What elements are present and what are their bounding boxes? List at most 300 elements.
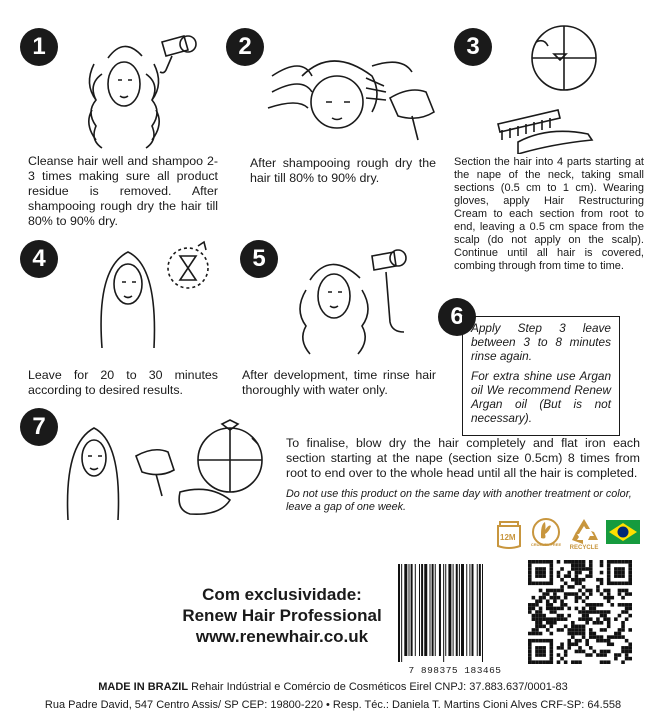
qr-module — [528, 653, 532, 657]
qr-module — [542, 560, 546, 564]
qr-module — [546, 589, 550, 593]
wait-illustration — [84, 238, 214, 358]
qr-module — [553, 621, 557, 625]
qr-module — [571, 578, 575, 582]
qr-module — [571, 592, 575, 596]
qr-module — [542, 614, 546, 618]
qr-module — [585, 610, 589, 614]
qr-module — [593, 603, 597, 607]
qr-module — [600, 639, 604, 643]
qr-module — [585, 567, 589, 571]
section-apply-illustration — [488, 14, 608, 154]
qr-module — [607, 599, 611, 603]
qr-module — [542, 617, 546, 621]
barcode-bar — [445, 564, 446, 656]
qr-module — [596, 585, 600, 589]
qr-module — [535, 621, 539, 625]
qr-module — [535, 560, 539, 564]
qr-module — [546, 603, 550, 607]
qr-module — [567, 632, 571, 636]
qr-module — [539, 639, 543, 643]
qr-module — [550, 596, 554, 600]
qr-module — [600, 571, 604, 575]
flat-iron-illustration — [60, 412, 280, 524]
qr-module — [550, 646, 554, 650]
qr-module — [607, 639, 611, 643]
qr-module — [607, 574, 611, 578]
qr-module — [550, 621, 554, 625]
qr-module — [589, 564, 593, 568]
step-7-text: To finalise, blow dry the hair completely and flat iron each section starting at the nape (section size 0.5cm) 8 times from root to end over to the whole head until all the hair is completed. — [286, 436, 640, 480]
qr-module — [600, 614, 604, 618]
qr-module — [589, 635, 593, 639]
qr-module — [593, 650, 597, 654]
qr-module — [589, 610, 593, 614]
qr-module — [571, 621, 575, 625]
qr-module — [571, 585, 575, 589]
qr-module — [571, 660, 575, 664]
qr-module — [593, 635, 597, 639]
qr-module — [550, 632, 554, 636]
qr-module — [539, 574, 543, 578]
qr-module — [560, 646, 564, 650]
qr-module — [550, 567, 554, 571]
qr-module — [567, 607, 571, 611]
qr-module — [539, 607, 543, 611]
qr-module — [575, 625, 579, 629]
qr-module — [539, 625, 543, 629]
qr-module — [550, 571, 554, 575]
qr-module — [575, 660, 579, 664]
qr-module — [567, 560, 571, 564]
qr-module — [564, 617, 568, 621]
qr-module — [607, 560, 611, 564]
qr-module — [600, 560, 604, 564]
qr-module — [585, 596, 589, 600]
qr-module — [542, 596, 546, 600]
qr-module — [532, 560, 536, 564]
step-1-text: Cleanse hair well and shampoo 2-3 times making sure all product residue is removed. After shampooing rough dry the hair till 80% to 90% dry. — [28, 154, 218, 228]
qr-module — [582, 650, 586, 654]
barcode-bar — [448, 564, 451, 656]
qr-module — [578, 567, 582, 571]
qr-module — [535, 617, 539, 621]
shampoo-illustration — [72, 14, 202, 154]
qr-module — [607, 582, 611, 586]
step-6-box — [462, 316, 620, 436]
qr-module — [596, 589, 600, 593]
qr-module — [528, 564, 532, 568]
qr-module — [603, 628, 607, 632]
barcode-bar — [466, 564, 467, 656]
barcode-bar — [479, 564, 481, 656]
qr-module — [560, 642, 564, 646]
qr-module — [532, 607, 536, 611]
qr-module — [603, 650, 607, 654]
barcode-bar — [421, 564, 423, 656]
qr-module — [621, 660, 625, 664]
qr-module — [585, 639, 589, 643]
qr-module — [535, 610, 539, 614]
qr-module — [585, 617, 589, 621]
qr-module — [535, 603, 539, 607]
qr-module — [542, 592, 546, 596]
qr-module — [610, 596, 614, 600]
qr-module — [625, 560, 629, 564]
qr-module — [585, 589, 589, 593]
qr-module — [614, 632, 618, 636]
qr-module — [550, 578, 554, 582]
qr-module — [582, 614, 586, 618]
qr-module — [621, 567, 625, 571]
qr-module — [546, 560, 550, 564]
qr-module — [589, 560, 593, 564]
barcode-bar — [435, 564, 436, 656]
qr-module — [560, 567, 564, 571]
step-6-badge: 6 — [438, 298, 476, 336]
qr-module — [539, 599, 543, 603]
qr-module — [560, 628, 564, 632]
brazil-flag-icon — [606, 520, 640, 544]
step-4-badge: 4 — [20, 240, 58, 278]
qr-module — [628, 582, 632, 586]
qr-module — [546, 607, 550, 611]
qr-module — [618, 653, 622, 657]
qr-module — [607, 617, 611, 621]
qr-module — [535, 660, 539, 664]
qr-module — [589, 603, 593, 607]
qr-module — [593, 621, 597, 625]
qr-module — [596, 578, 600, 582]
qr-module — [535, 614, 539, 618]
qr-module — [535, 625, 539, 629]
qr-module — [542, 653, 546, 657]
qr-module — [528, 632, 532, 636]
qr-module — [546, 582, 550, 586]
qr-module — [625, 603, 629, 607]
qr-module — [539, 560, 543, 564]
qr-module — [532, 632, 536, 636]
qr-module — [614, 571, 618, 575]
qr-module — [582, 625, 586, 629]
qr-module — [603, 639, 607, 643]
qr-module — [553, 589, 557, 593]
qr-module — [607, 592, 611, 596]
qr-module — [589, 567, 593, 571]
qr-module — [589, 628, 593, 632]
qr-module — [550, 574, 554, 578]
pao-label: 12M — [500, 533, 516, 542]
qr-module — [557, 607, 561, 611]
qr-module — [614, 560, 618, 564]
qr-module — [553, 610, 557, 614]
qr-module — [618, 635, 622, 639]
qr-module — [560, 585, 564, 589]
company-line-2: Renew Hair Professional — [182, 606, 382, 625]
qr-module — [557, 617, 561, 621]
qr-module — [535, 582, 539, 586]
qr-module — [589, 646, 593, 650]
qr-module — [628, 560, 632, 564]
qr-module — [593, 610, 597, 614]
qr-module — [557, 560, 561, 564]
barcode-number: 7 898375 183465 — [408, 665, 502, 676]
qr-module — [582, 617, 586, 621]
qr-module — [621, 646, 625, 650]
footer-line-1 — [0, 681, 666, 693]
qr-module — [625, 653, 629, 657]
qr-module — [578, 571, 582, 575]
company-website: www.renewhair.co.uk — [195, 627, 369, 646]
qr-code — [528, 560, 632, 664]
qr-module — [628, 578, 632, 582]
qr-module — [532, 596, 536, 600]
qr-module — [560, 589, 564, 593]
qr-module — [585, 614, 589, 618]
qr-module — [557, 574, 561, 578]
barcode-bar — [430, 564, 431, 656]
qr-module — [571, 560, 575, 564]
footer-line-2: Rua Padre David, 547 Centro Assis/ SP CEP: 19800-220 • Resp. Téc.: Daniela T. Martins Cioni Alves CRF-SP: 64.558 — [44, 699, 622, 711]
qr-module — [600, 578, 604, 582]
qr-module — [589, 592, 593, 596]
barcode-bar — [439, 564, 441, 656]
qr-module — [603, 589, 607, 593]
qr-module — [546, 617, 550, 621]
qr-module — [603, 614, 607, 618]
qr-module — [567, 639, 571, 643]
qr-module — [607, 596, 611, 600]
qr-module — [628, 603, 632, 607]
qr-module — [560, 617, 564, 621]
qr-module — [557, 614, 561, 618]
qr-module — [546, 660, 550, 664]
barcode-bar — [415, 564, 416, 656]
qr-module — [610, 635, 614, 639]
qr-module — [575, 564, 579, 568]
step-5-badge: 5 — [240, 240, 278, 278]
qr-module — [575, 607, 579, 611]
qr-module — [557, 628, 561, 632]
qr-module — [621, 610, 625, 614]
barcode-bar — [456, 564, 458, 656]
barcode — [396, 564, 514, 674]
qr-module — [610, 642, 614, 646]
barcode-bar — [411, 564, 413, 656]
qr-module — [589, 617, 593, 621]
qr-module — [610, 560, 614, 564]
qr-module — [578, 660, 582, 664]
qr-module — [535, 571, 539, 575]
qr-module — [628, 650, 632, 654]
qr-module — [528, 610, 532, 614]
qr-module — [625, 657, 629, 661]
qr-module — [564, 653, 568, 657]
qr-module — [628, 646, 632, 650]
qr-module — [625, 650, 629, 654]
qr-module — [575, 599, 579, 603]
cruelty-free-icon — [530, 516, 562, 550]
barcode-bar — [469, 564, 470, 656]
qr-module — [535, 628, 539, 632]
qr-module — [618, 614, 622, 618]
qr-module — [532, 614, 536, 618]
qr-module — [600, 592, 604, 596]
qr-module — [546, 628, 550, 632]
qr-module — [575, 567, 579, 571]
qr-module — [546, 621, 550, 625]
qr-module — [589, 589, 593, 593]
qr-module — [618, 628, 622, 632]
step-4-text: Leave for 20 to 30 minutes according to desired results. — [28, 368, 218, 397]
qr-module — [539, 567, 543, 571]
qr-module — [553, 592, 557, 596]
qr-module — [528, 646, 532, 650]
qr-module — [621, 596, 625, 600]
qr-module — [621, 628, 625, 632]
qr-module — [550, 560, 554, 564]
qr-module — [593, 632, 597, 636]
barcode-bar — [482, 564, 483, 662]
qr-module — [621, 621, 625, 625]
qr-module — [567, 574, 571, 578]
qr-module — [557, 596, 561, 600]
qr-module — [621, 571, 625, 575]
qr-module — [550, 660, 554, 664]
step-1-badge: 1 — [20, 28, 58, 66]
qr-module — [539, 653, 543, 657]
qr-module — [607, 589, 611, 593]
rough-dry-illustration — [262, 36, 452, 146]
qr-module — [550, 639, 554, 643]
qr-module — [550, 625, 554, 629]
qr-module — [614, 657, 618, 661]
step-6-text: Apply Step 3 leave between 3 to 8 minutes rinse again. — [471, 321, 611, 363]
step-7-badge: 7 — [20, 408, 58, 446]
qr-module — [550, 617, 554, 621]
rinse-illustration — [290, 240, 420, 368]
qr-module — [582, 607, 586, 611]
qr-module — [628, 642, 632, 646]
qr-module — [628, 571, 632, 575]
qr-module — [535, 639, 539, 643]
qr-module — [589, 607, 593, 611]
qr-module — [532, 639, 536, 643]
qr-module — [614, 567, 618, 571]
barcode-bar — [404, 564, 407, 656]
qr-module — [528, 660, 532, 664]
qr-module — [571, 635, 575, 639]
qr-module — [578, 632, 582, 636]
qr-module — [564, 650, 568, 654]
qr-module — [564, 596, 568, 600]
qr-module — [610, 603, 614, 607]
qr-module — [621, 603, 625, 607]
qr-module — [618, 567, 622, 571]
qr-module — [621, 589, 625, 593]
qr-module — [607, 621, 611, 625]
barcode-bar — [477, 564, 478, 656]
qr-module — [532, 617, 536, 621]
barcode-bar — [409, 564, 410, 656]
qr-module — [600, 603, 604, 607]
qr-module — [546, 639, 550, 643]
qr-module — [614, 617, 618, 621]
qr-module — [535, 646, 539, 650]
qr-module — [542, 571, 546, 575]
qr-module — [618, 560, 622, 564]
qr-module — [607, 642, 611, 646]
qr-module — [567, 571, 571, 575]
qr-module — [578, 564, 582, 568]
qr-module — [539, 610, 543, 614]
qr-module — [560, 614, 564, 618]
qr-module — [564, 603, 568, 607]
qr-module — [585, 653, 589, 657]
qr-module — [607, 564, 611, 568]
qr-module — [532, 660, 536, 664]
qr-module — [578, 646, 582, 650]
qr-module — [596, 617, 600, 621]
qr-module — [564, 560, 568, 564]
qr-module — [571, 564, 575, 568]
qr-module — [542, 639, 546, 643]
qr-module — [535, 574, 539, 578]
qr-module — [567, 592, 571, 596]
qr-module — [550, 642, 554, 646]
qr-module — [610, 582, 614, 586]
qr-module — [567, 628, 571, 632]
qr-module — [539, 596, 543, 600]
qr-module — [550, 610, 554, 614]
qr-module — [582, 610, 586, 614]
qr-module — [542, 625, 546, 629]
qr-module — [578, 628, 582, 632]
qr-module — [628, 628, 632, 632]
qr-module — [542, 567, 546, 571]
qr-module — [618, 571, 622, 575]
qr-module — [575, 592, 579, 596]
qr-module — [575, 560, 579, 564]
barcode-bar — [401, 564, 402, 662]
qr-module — [593, 607, 597, 611]
qr-module — [578, 617, 582, 621]
qr-module — [618, 574, 622, 578]
qr-module — [607, 610, 611, 614]
qr-module — [578, 596, 582, 600]
qr-module — [582, 578, 586, 582]
recycle-icon — [568, 516, 600, 552]
barcode-bar — [398, 564, 400, 662]
qr-module — [528, 567, 532, 571]
qr-module — [578, 560, 582, 564]
qr-module — [535, 653, 539, 657]
qr-module — [542, 646, 546, 650]
qr-module — [535, 567, 539, 571]
qr-module — [557, 589, 561, 593]
qr-module — [528, 582, 532, 586]
qr-module — [542, 650, 546, 654]
step-6-argan-text: For extra shine use Argan oil We recommend Renew Argan oil (But is not necessary). — [471, 369, 611, 425]
qr-module — [528, 650, 532, 654]
qr-module — [628, 657, 632, 661]
qr-module — [628, 592, 632, 596]
qr-module — [578, 650, 582, 654]
qr-module — [535, 599, 539, 603]
qr-module — [542, 574, 546, 578]
barcode-bar — [424, 564, 427, 656]
qr-module — [564, 592, 568, 596]
